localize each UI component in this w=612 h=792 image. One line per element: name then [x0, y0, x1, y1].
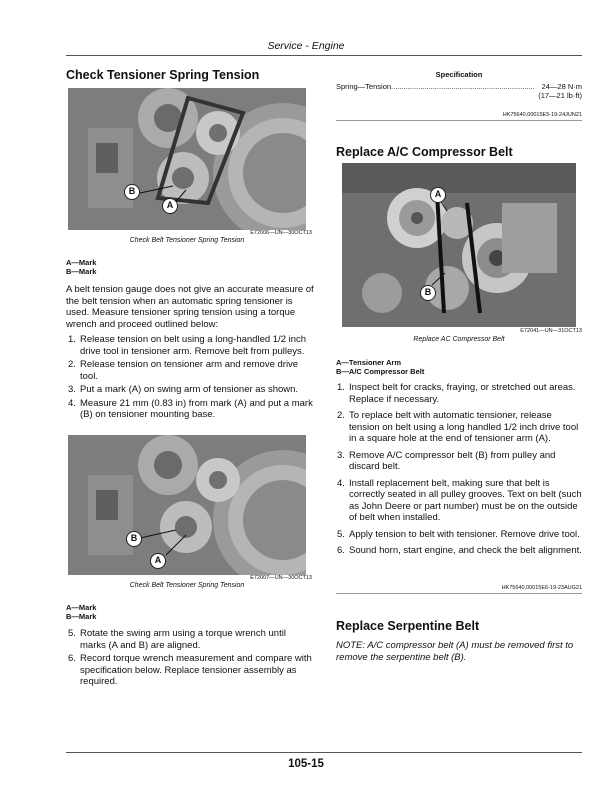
spec-value: 24—28 N·m: [541, 82, 582, 91]
step-item: [337, 478, 584, 524]
page-number: 105-15: [288, 758, 324, 770]
step-item: [337, 545, 584, 557]
section-title-serpentine: Replace Serpentine Belt: [336, 619, 480, 633]
engine-illustration: [68, 88, 306, 230]
steps-list-b: [68, 628, 314, 688]
reference-code: HK75640,00015E5-19-24JUN21: [502, 112, 582, 118]
callout-a-label: A: [434, 189, 442, 199]
step-item: [337, 410, 584, 445]
callout-a: [162, 198, 178, 214]
figure-caption: Check Belt Tensioner Spring Tension: [129, 237, 245, 244]
section-title-tensioner: Check Tensioner Spring Tension: [66, 68, 260, 82]
callout-a-label: A: [154, 555, 162, 565]
step-text: Rotate the swing arm using a torque wrench until marks (A and B) are aligned.: [80, 628, 286, 651]
figure-caption: Check Belt Tensioner Spring Tension: [129, 582, 245, 589]
callout-b: [420, 285, 436, 301]
step-item: [337, 529, 584, 541]
reference-code: HK75640,00015E6-19-23AUG21: [501, 585, 582, 591]
step-item: [68, 398, 314, 421]
spec-leader-dots: .....................................................................: [391, 82, 535, 91]
figure-caption: Replace AC Compressor Belt: [413, 336, 505, 343]
specification-heading: Specification: [435, 70, 483, 79]
callout-b-label: B: [128, 186, 136, 196]
callout-b: [124, 184, 140, 200]
step-item: [68, 359, 314, 382]
step-number: 6.: [337, 545, 345, 556]
step-number: 3.: [337, 449, 345, 461]
step-number: 4.: [68, 397, 76, 409]
legend-3: [336, 358, 424, 376]
figure-tensioner-1: [68, 88, 306, 230]
step-text: Install replacement belt, making sure that belt is correctly seated in all pulley grooves. Text on belt (such as John Deere or part number) must be on the outside of belt when installed.: [349, 477, 582, 523]
step-number: 5.: [337, 528, 345, 540]
step-text: To replace belt with automatic tensioner, release tension on belt using a long handled 1/2 inch drive tool in a square hole at the end of tensioner arm (A).: [349, 410, 579, 444]
spec-value-imperial: (17—21 lb·ft): [538, 91, 582, 100]
step-text: Inspect belt for cracks, fraying, or stretched out areas. Replace if necessary.: [349, 382, 576, 405]
step-number: 5.: [68, 628, 76, 639]
step-text: Sound horn, start engine, and check the belt alignment.: [349, 545, 582, 556]
step-number: 2.: [68, 359, 76, 370]
figure-ac-belt: [342, 163, 576, 327]
section-title-ac-belt: Replace A/C Compressor Belt: [336, 145, 513, 159]
step-number: 1.: [68, 334, 76, 345]
engine-illustration: [68, 435, 306, 575]
section-rule: [336, 593, 582, 594]
step-number: 1.: [337, 382, 345, 393]
running-head: Service - Engine: [267, 40, 345, 52]
figure-id: E72041—UN—31OCT13: [520, 328, 582, 334]
callout-b-label: B: [130, 533, 138, 543]
step-number: 2.: [337, 410, 345, 421]
spec-label: Spring—Tension: [336, 82, 392, 91]
legend-item: B—Mark: [66, 612, 97, 621]
legend-item: B—A/C Compressor Belt: [336, 367, 425, 376]
step-text: Apply tension to belt with tensioner. Remove drive tool.: [349, 528, 580, 540]
figure-tensioner-2: [68, 435, 306, 575]
step-text: Release tension on tensioner arm and remove drive tool.: [80, 359, 299, 382]
step-text: Measure 21 mm (0.83 in) from mark (A) and put a mark (B) on tensioner mounting base.: [80, 397, 313, 420]
legend-2: [66, 603, 96, 621]
note-text: NOTE: A/C compressor belt (A) must be removed first to remove the serpentine belt (B).: [336, 640, 574, 663]
legend-item: A—Mark: [66, 603, 97, 612]
legend-item: A—Tensioner Arm: [336, 358, 402, 367]
header-rule: [66, 55, 582, 56]
step-item: [337, 382, 584, 405]
intro-paragraph: A belt tension gauge does not give an accurate measure of the belt tension when an automatic spring tensioner is used. Measure tensioner spring tension using a torque wrench and proceed outlined below:: [66, 284, 314, 330]
callout-b-label: B: [424, 287, 432, 297]
step-item: [68, 628, 314, 651]
step-item: [68, 334, 314, 357]
step-number: 3.: [68, 384, 76, 395]
section-rule: [336, 120, 582, 121]
step-text: Record torque wrench measurement and compare with specification below. Replace tensioner assembly as required.: [80, 653, 312, 687]
step-text: Release tension on belt using a long-handled 1/2 inch drive tool in tensioner arm. Remove belt from pulleys.: [80, 334, 307, 357]
callout-a: [430, 187, 446, 203]
legend-item: B—Mark: [66, 267, 97, 276]
step-item: [337, 450, 584, 473]
footer-rule: [66, 752, 582, 753]
callout-a-label: A: [166, 200, 174, 210]
step-text: Remove A/C compressor belt (B) from pulley and discard belt.: [349, 449, 556, 472]
callout-b: [126, 531, 142, 547]
step-text: Put a mark (A) on swing arm of tensioner as shown.: [80, 384, 299, 395]
specification-row-imperial: [336, 91, 582, 100]
specification-row: [336, 82, 582, 91]
engine-illustration: [342, 163, 576, 327]
legend-item: A—Mark: [66, 258, 97, 267]
legend-1: [66, 258, 96, 276]
ac-steps-list: [337, 382, 584, 557]
step-number: 4.: [337, 477, 345, 489]
step-item: [68, 653, 314, 688]
callout-a: [150, 553, 166, 569]
step-number: 6.: [68, 653, 76, 664]
figure-id: E72006—UN—30OCT13: [250, 230, 312, 236]
figure-id: E72007—UN—30OCT13: [250, 575, 312, 581]
step-item: [68, 384, 314, 396]
steps-list-a: [68, 334, 314, 421]
